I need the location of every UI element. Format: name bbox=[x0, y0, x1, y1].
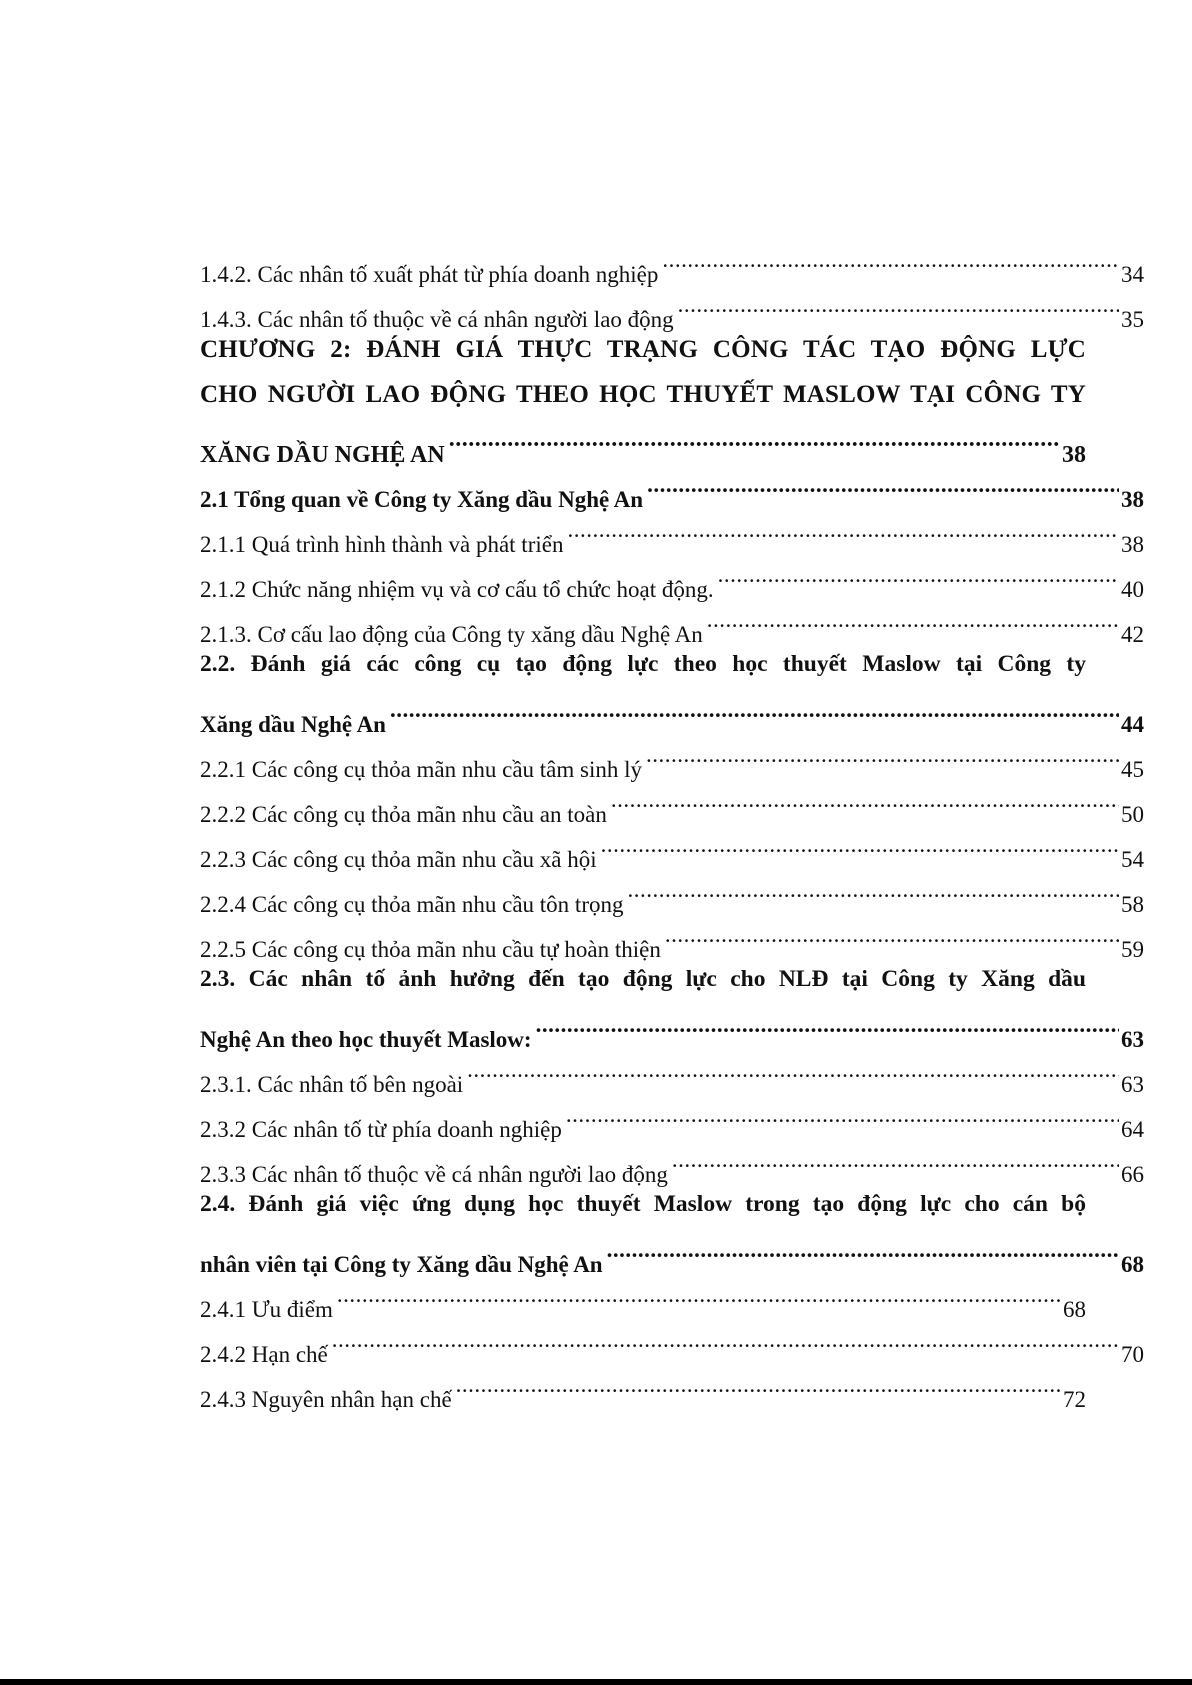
toc-entry-title: 2.2.5 Các công cụ thỏa mãn nhu cầu tự hoàn thiện bbox=[200, 937, 661, 962]
toc-entry-title: 1.4.3. Các nhân tố thuộc về cá nhân người lao động bbox=[200, 307, 674, 332]
dot-leader bbox=[718, 552, 1119, 597]
toc-page-number: 58 bbox=[1121, 892, 1144, 917]
dot-leader bbox=[607, 1227, 1119, 1272]
toc-page-number: 63 bbox=[1121, 1072, 1144, 1097]
toc-page-number: 40 bbox=[1121, 577, 1144, 602]
toc-entry bbox=[200, 822, 1144, 872]
dot-leader bbox=[627, 867, 1119, 912]
toc-page-number: 35 bbox=[1121, 307, 1144, 332]
toc-page-number: 72 bbox=[1063, 1387, 1086, 1412]
toc-entry-title: 1.4.2. Các nhân tố xuất phát từ phía doanh nghiệp bbox=[200, 262, 659, 287]
chapter-heading-last-line bbox=[200, 417, 1086, 468]
toc-entry bbox=[200, 597, 1144, 647]
toc-page-number: 63 bbox=[1121, 1027, 1144, 1052]
dot-leader bbox=[672, 1137, 1119, 1182]
toc-entry-title: 2.4.3 Nguyên nhân hạn chế bbox=[200, 1387, 452, 1412]
section-heading-last-line bbox=[200, 1227, 1144, 1277]
toc-entry-title: 2.1 Tổng quan về Công ty Xăng dầu Nghệ An bbox=[200, 487, 644, 512]
section-heading-line: 2.4. Đánh giá việc ứng dụng học thuyết Maslow trong tạo động lực cho cán bộ bbox=[200, 1191, 1086, 1217]
toc-entry-title: 2.1.3. Cơ cấu lao động của Công ty xăng dầu Nghệ An bbox=[200, 622, 703, 647]
dot-leader bbox=[566, 1092, 1119, 1137]
toc-entry-title: nhân viên tại Công ty Xăng dầu Nghệ An bbox=[200, 1252, 603, 1277]
toc-entry bbox=[200, 1092, 1144, 1142]
toc-page-number: 68 bbox=[1121, 1252, 1144, 1277]
dot-leader bbox=[456, 1362, 1061, 1407]
toc-page-number: 54 bbox=[1121, 847, 1144, 872]
chapter-heading-line: CHƯƠNG 2: ĐÁNH GIÁ THỰC TRẠNG CÔNG TÁC TẠO ĐỘNG LỰC bbox=[200, 336, 1086, 363]
dot-leader bbox=[536, 1002, 1119, 1047]
toc-page-number: 64 bbox=[1121, 1117, 1144, 1142]
toc-page-number: 38 bbox=[1062, 442, 1086, 468]
toc-entry bbox=[200, 732, 1144, 782]
toc-entry bbox=[200, 552, 1144, 602]
toc-entry bbox=[200, 1047, 1144, 1097]
toc-entry bbox=[200, 867, 1144, 917]
toc-entry bbox=[200, 237, 1144, 287]
toc-entry-title: XĂNG DẦU NGHỆ AN bbox=[200, 442, 445, 468]
toc-page-number: 38 bbox=[1121, 532, 1144, 557]
dot-leader bbox=[707, 597, 1119, 642]
toc-page-number: 50 bbox=[1121, 802, 1144, 827]
dot-leader bbox=[337, 1272, 1061, 1317]
dot-leader bbox=[678, 282, 1119, 327]
toc-page-number: 38 bbox=[1121, 487, 1144, 512]
toc-page-number: 59 bbox=[1121, 937, 1144, 962]
dot-leader bbox=[601, 822, 1119, 867]
dot-leader bbox=[390, 687, 1119, 732]
toc-page-number: 45 bbox=[1121, 757, 1144, 782]
toc-entry-title: 2.3.1. Các nhân tố bên ngoài bbox=[200, 1072, 464, 1097]
table-of-contents bbox=[200, 237, 1144, 1412]
toc-entry bbox=[200, 1272, 1086, 1322]
dot-leader bbox=[332, 1317, 1119, 1362]
dot-leader bbox=[646, 732, 1119, 777]
dot-leader bbox=[611, 777, 1119, 822]
dot-leader bbox=[665, 912, 1119, 957]
chapter-heading-line: CHO NGƯỜI LAO ĐỘNG THEO HỌC THUYẾT MASLOW TẠI CÔNG TY bbox=[200, 381, 1086, 408]
toc-entry bbox=[200, 282, 1144, 332]
toc-entry bbox=[200, 912, 1144, 962]
toc-entry-title: 2.2.3 Các công cụ thỏa mãn nhu cầu xã hội bbox=[200, 847, 597, 872]
toc-entry bbox=[200, 777, 1144, 827]
toc-entry-title: 2.4.2 Hạn chế bbox=[200, 1342, 328, 1367]
page-bottom-edge bbox=[0, 1679, 1192, 1685]
toc-entry-title: 2.3.3 Các nhân tố thuộc về cá nhân người lao động bbox=[200, 1162, 668, 1187]
toc-entry bbox=[200, 1137, 1144, 1187]
toc-entry bbox=[200, 1362, 1086, 1412]
toc-page-number: 70 bbox=[1121, 1342, 1144, 1367]
dot-leader bbox=[567, 507, 1119, 552]
section-heading-last-line bbox=[200, 1002, 1144, 1052]
toc-entry-title: 2.1.2 Chức năng nhiệm vụ và cơ cấu tổ chức hoạt động. bbox=[200, 577, 714, 602]
section-heading-line: 2.2. Đánh giá các công cụ tạo động lực theo học thuyết Maslow tại Công ty bbox=[200, 651, 1086, 677]
toc-entry-title: Xăng dầu Nghệ An bbox=[200, 712, 386, 737]
dot-leader bbox=[467, 1047, 1119, 1092]
toc-entry-title: 2.1.1 Quá trình hình thành và phát triển bbox=[200, 532, 564, 557]
dot-leader bbox=[662, 237, 1119, 282]
toc-entry-title: 2.2.2 Các công cụ thỏa mãn nhu cầu an toàn bbox=[200, 802, 607, 827]
toc-entry bbox=[200, 507, 1144, 557]
dot-leader bbox=[647, 462, 1119, 507]
toc-entry-title: 2.3.2 Các nhân tố từ phía doanh nghiệp bbox=[200, 1117, 562, 1142]
toc-entry-title: 2.2.4 Các công cụ thỏa mãn nhu cầu tôn trọng bbox=[200, 892, 624, 917]
section-heading-last-line bbox=[200, 687, 1144, 737]
toc-entry bbox=[200, 1317, 1144, 1367]
toc-page-number: 34 bbox=[1121, 262, 1144, 287]
toc-entry-title: Nghệ An theo học thuyết Maslow: bbox=[200, 1027, 532, 1052]
toc-section-entry bbox=[200, 462, 1144, 512]
toc-page-number: 66 bbox=[1121, 1162, 1144, 1187]
toc-page-number: 68 bbox=[1063, 1297, 1086, 1322]
toc-page-number: 44 bbox=[1121, 712, 1144, 737]
section-heading-line: 2.3. Các nhân tố ảnh hưởng đến tạo động lực cho NLĐ tại Công ty Xăng dầu bbox=[200, 966, 1086, 992]
toc-entry-title: 2.2.1 Các công cụ thỏa mãn nhu cầu tâm sinh lý bbox=[200, 757, 643, 782]
toc-page-number: 42 bbox=[1121, 622, 1144, 647]
dot-leader bbox=[449, 417, 1060, 462]
toc-entry-title: 2.4.1 Ưu điểm bbox=[200, 1297, 333, 1322]
